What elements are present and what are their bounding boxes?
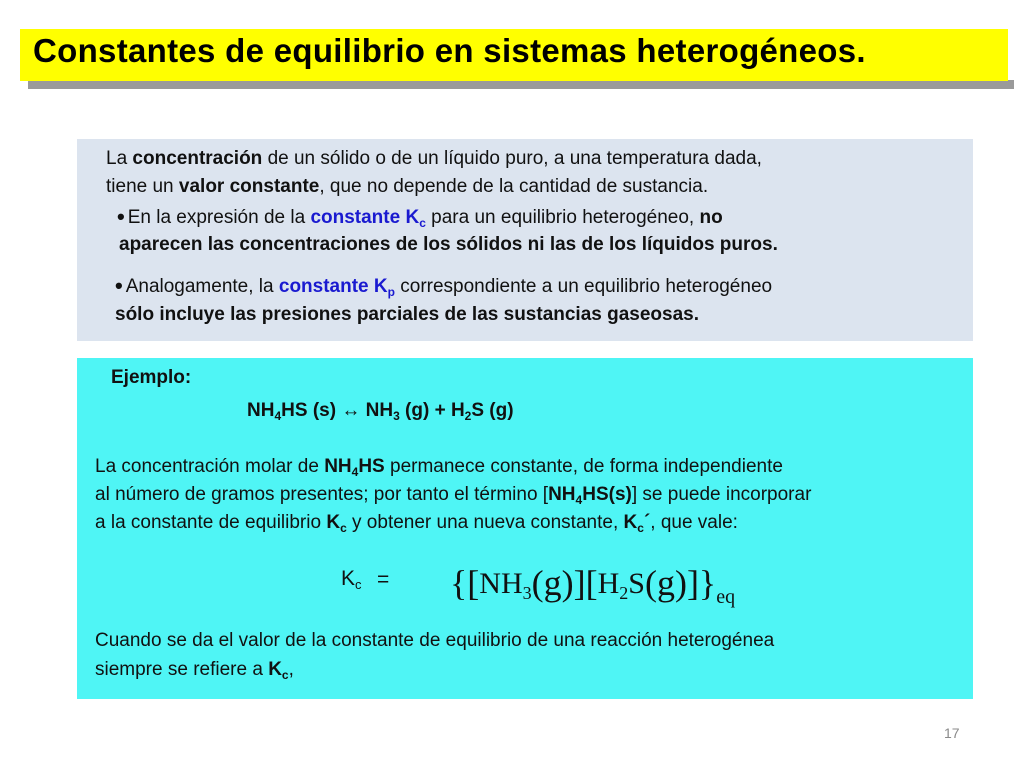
example-conclusion-line-1: Cuando se da el valor de la constante de equilibrio de una reacción heterogénea bbox=[95, 630, 775, 651]
equilibrium-constant-formula: $\{[NH_3(g)][H_2S(g)]\}_{eq}$ bbox=[450, 563, 736, 608]
info-paragraph-line-1: La concentración de un sólido o de un líquido puro, a una temperatura dada, bbox=[106, 148, 762, 169]
page-number: 17 bbox=[944, 725, 960, 741]
title-shadow bbox=[28, 80, 1014, 89]
example-paragraph-line-1: La concentración molar de $NH_4HS$ permanece constante, de forma independiente bbox=[95, 456, 783, 479]
example-paragraph-line-3: a la constante de equilibrio $K_c$ y obtener una nueva constante, $K_c´$, que vale: bbox=[95, 512, 738, 535]
page-title: Constantes de equilibrio en sistemas heterogéneos. bbox=[33, 32, 866, 69]
example-paragraph-line-2: al número de gramos presentes; por tanto el término $[NH_4HS(s)]$ se puede incorporar bbox=[95, 484, 812, 507]
equilibrium-arrow-icon: ↔ bbox=[341, 400, 361, 421]
info-paragraph-line-2: tiene un valor constante, que no depende de la cantidad de sustancia. bbox=[106, 176, 709, 197]
info-bullet-1-line-2: aparecen las concentraciones de los sólidos ni las de los líquidos puros. bbox=[119, 234, 778, 255]
reaction-equation: $NH_4HS$ (s) ↔ $NH_3$ $(g) + H_2S$ (g) bbox=[247, 400, 514, 423]
formula-equals: = bbox=[377, 568, 390, 591]
info-bullet-2-line-1: • Analogamente, la constante $K_p$ correspondiente a un equilibrio heterogéneo bbox=[115, 273, 773, 299]
example-conclusion-line-2: siempre se refiere a $K_c$, bbox=[95, 659, 294, 682]
info-bullet-1-line-1: • En la expresión de la constante $K_c$ para un equilibrio heterogéneo, no bbox=[117, 204, 723, 230]
formula-kc-label: $K_c$ bbox=[341, 567, 362, 592]
bullet-icon: • bbox=[115, 273, 123, 298]
info-bullet-2-line-2: sólo incluye las presiones parciales de las sustancias gaseosas. bbox=[115, 304, 700, 325]
bullet-icon: • bbox=[117, 204, 125, 229]
example-heading: Ejemplo: bbox=[111, 367, 192, 388]
